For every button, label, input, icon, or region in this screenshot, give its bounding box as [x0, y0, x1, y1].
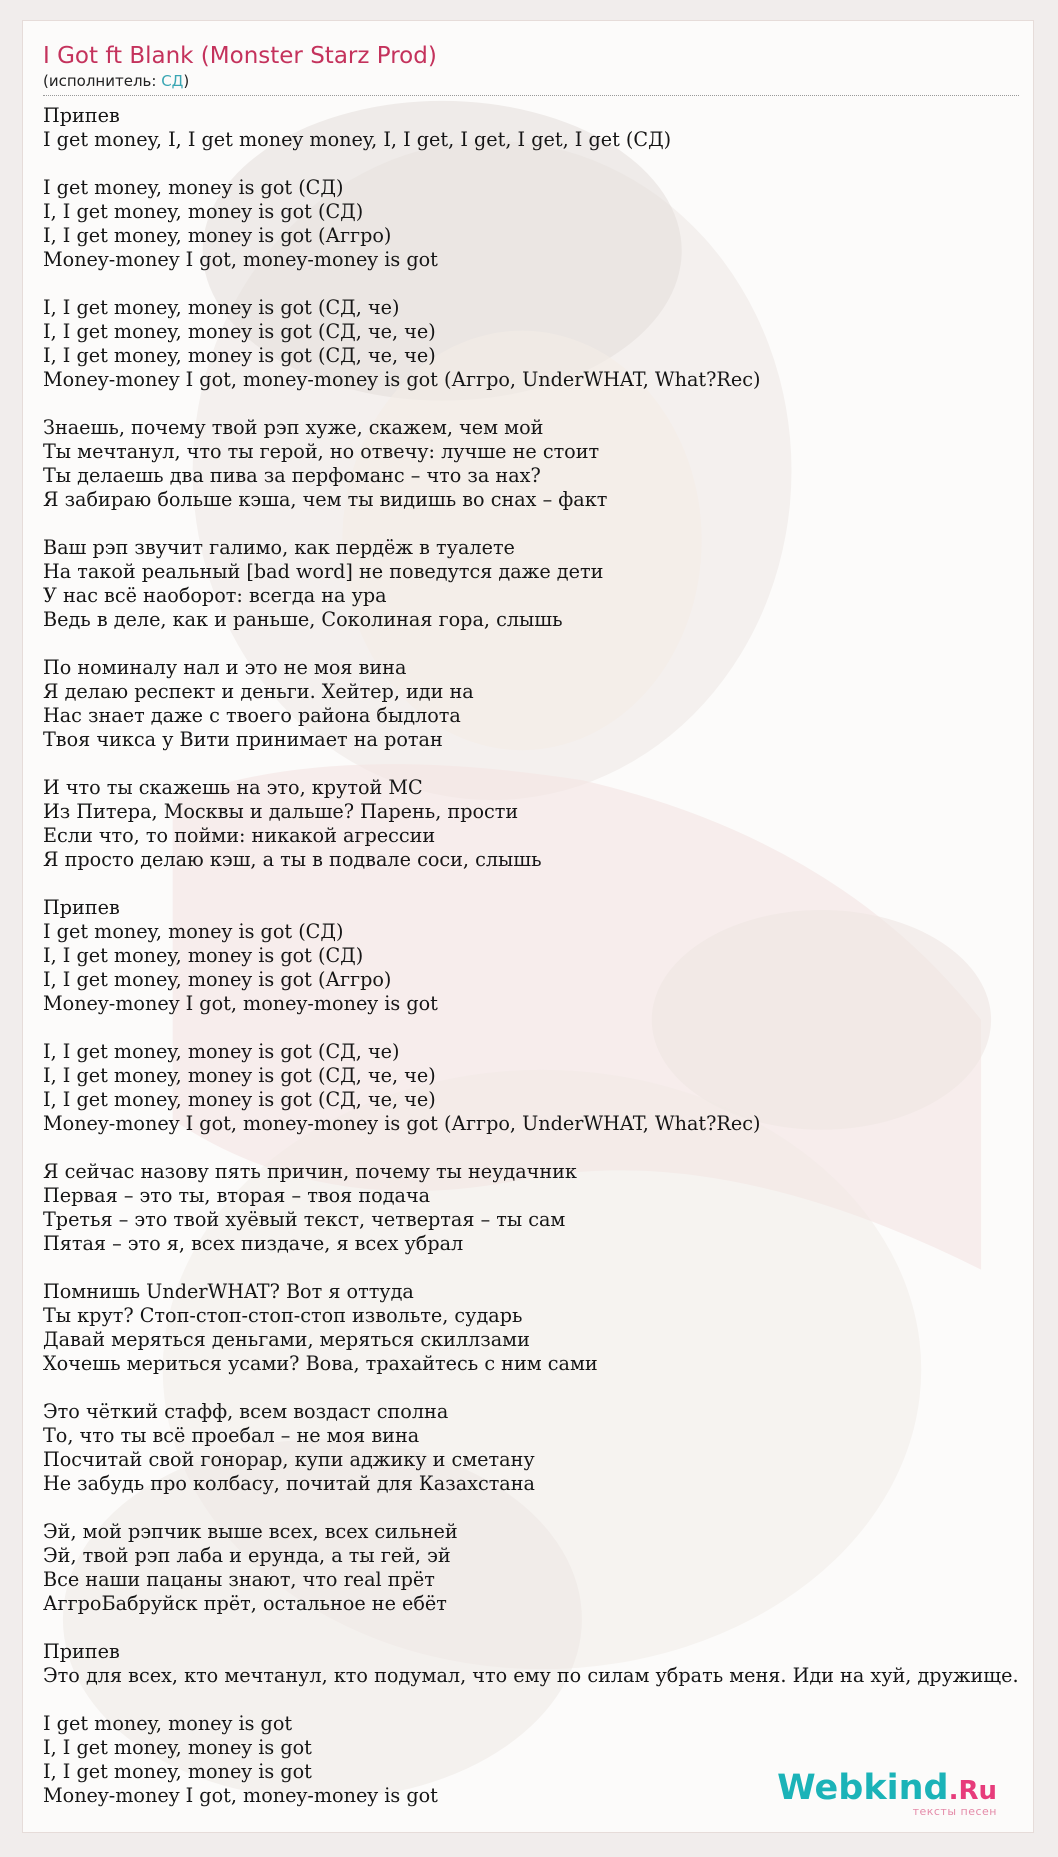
lyric-line: Money-money I got, money-money is got (Аггро, UnderWHAT, What?Rec): [43, 368, 761, 391]
artist-suffix: ): [183, 72, 190, 90]
stanza-gap: [43, 1688, 1033, 1712]
lyric-line: Money-money I got, money-money is got (Аггро, UnderWHAT, What?Rec): [43, 1112, 761, 1135]
lyric-line: Все наши пацаны знают, что real прёт: [43, 1568, 435, 1591]
stanza-gap: [43, 512, 1033, 536]
lyric-line: Не забудь про колбасу, почитай для Казахстана: [43, 1472, 535, 1495]
lyric-line: Пятая – это я, всех пиздаче, я всех убрал: [43, 1232, 464, 1255]
site-logo[interactable]: [777, 1769, 997, 1818]
lyric-line: I, I get money, money is got (СД): [43, 200, 364, 223]
lyric-line: Хочешь мериться усами? Вова, трахайтесь с ним сами: [43, 1352, 598, 1375]
lyric-line: Если что, то пойми: никакой агрессии: [43, 824, 436, 847]
title-divider: [43, 95, 1019, 96]
lyric-line: Нас знает даже с твоего района быдлота: [43, 704, 461, 727]
lyric-line: I, I get money, money is got (СД, че, че): [43, 1064, 436, 1087]
lyric-line: Твоя чикса у Вити принимает на ротан: [43, 728, 443, 751]
lyric-line: Помнишь UnderWHAT? Вот я оттуда: [43, 1280, 414, 1303]
lyric-line: Знаешь, почему твой рэп хуже, скажем, чем мой: [43, 416, 544, 439]
lyric-line: I, I get money, money is got (СД, че): [43, 296, 400, 319]
lyric-line: Третья – это твой хуёвый текст, четвертая – ты сам: [43, 1208, 566, 1231]
lyric-line: То, что ты всё проебал – не моя вина: [43, 1424, 420, 1447]
lyric-line: I, I get money, money is got (Аггро): [43, 224, 392, 247]
lyric-line: Припев: [43, 896, 120, 919]
logo-suffix-text: .Ru: [948, 1776, 997, 1806]
lyric-line: Я просто делаю кэш, а ты в подвале соси, слышь: [43, 848, 542, 871]
stanza-gap: [43, 872, 1033, 896]
lyric-line: I get money, I, I get money money, I, I get, I get, I get, I get (СД): [43, 128, 672, 151]
lyric-line: Я забираю больше кэша, чем ты видишь во снах – факт: [43, 488, 608, 511]
lyric-line: I, I get money, money is got (СД, че, че): [43, 344, 436, 367]
lyric-line: Я сейчас назову пять причин, почему ты неудачник: [43, 1160, 577, 1183]
lyric-line: По номиналу нал и это не моя вина: [43, 656, 407, 679]
lyric-line: Давай меряться деньгами, меряться скиллзами: [43, 1328, 530, 1351]
stanza-gap: [43, 1496, 1033, 1520]
stanza-gap: [43, 1136, 1033, 1160]
stanza-gap: [43, 632, 1033, 656]
stanza-gap: [43, 752, 1033, 776]
page-card: [22, 20, 1034, 1833]
artist-link[interactable]: СД: [161, 72, 184, 90]
lyric-line: I, I get money, money is got (Аггро): [43, 968, 392, 991]
lyric-line: I, I get money, money is got: [43, 1760, 312, 1783]
lyric-line: И что ты скажешь на это, крутой MC: [43, 776, 423, 799]
lyric-line: Припев: [43, 1640, 120, 1663]
lyric-line: Money-money I got, money-money is got: [43, 248, 438, 271]
lyric-line: Припев: [43, 104, 120, 127]
artist-prefix: (исполнитель:: [43, 72, 162, 90]
lyric-line: I, I get money, money is got (СД, че, че): [43, 1088, 436, 1111]
stanza-gap: [43, 392, 1033, 416]
lyric-line: I get money, money is got (СД): [43, 920, 344, 943]
lyric-line: I get money, money is got: [43, 1712, 293, 1735]
stanza-gap: [43, 152, 1033, 176]
song-title: I Got ft Blank (Monster Starz Prod): [43, 43, 437, 69]
lyric-line: Я делаю респект и деньги. Хейтер, иди на: [43, 680, 474, 703]
lyric-line: Ты делаешь два пива за перфоманс – что за нах?: [43, 464, 541, 487]
lyric-line: На такой реальный [bad word] не поведутся даже дети: [43, 560, 604, 583]
stanza-gap: [43, 272, 1033, 296]
lyric-line: Первая – это ты, вторая – твоя подача: [43, 1184, 431, 1207]
stanza-gap: [43, 1016, 1033, 1040]
lyric-line: Money-money I got, money-money is got: [43, 992, 438, 1015]
lyric-line: Ты мечтанул, что ты герой, но отвечу: лучше не стоит: [43, 440, 600, 463]
stanza-gap: [43, 1376, 1033, 1400]
lyrics-body: [43, 104, 1033, 1808]
lyric-line: I, I get money, money is got (СД, че, че): [43, 320, 436, 343]
lyric-line: Это чёткий стафф, всем воздаст сполна: [43, 1400, 449, 1423]
lyric-line: I get money, money is got (СД): [43, 176, 344, 199]
lyric-line: Из Питера, Москвы и дальше? Парень, прости: [43, 800, 519, 823]
stanza-gap: [43, 1256, 1033, 1280]
lyric-line: Ваш рэп звучит галимо, как пердёж в туалете: [43, 536, 515, 559]
logo-tagline: тексты песен: [912, 1805, 997, 1818]
lyric-line: АггроБабруйск прёт, остальное не ебёт: [43, 1592, 447, 1615]
lyric-line: Эй, мой рэпчик выше всех, всех сильней: [43, 1520, 458, 1543]
lyric-line: У нас всё наоборот: всегда на ура: [43, 584, 387, 607]
stanza-gap: [43, 1616, 1033, 1640]
lyric-line: Ты крут? Стоп-стоп-стоп-стоп извольте, сударь: [43, 1304, 523, 1327]
artist-line: [43, 71, 1033, 91]
lyric-line: I, I get money, money is got (СД, че): [43, 1040, 400, 1063]
lyric-line: I, I get money, money is got: [43, 1736, 312, 1759]
lyric-line: I, I get money, money is got (СД): [43, 944, 364, 967]
lyric-line: Ведь в деле, как и раньше, Соколиная гора, слышь: [43, 608, 563, 631]
lyric-line: Эй, твой рэп лаба и ерунда, а ты гей, эй: [43, 1544, 451, 1567]
lyric-line: Это для всех, кто мечтанул, кто подумал, что ему по силам убрать меня. Иди на хуй, дружище.: [43, 1664, 1019, 1687]
logo-main-text: Webkind: [777, 1768, 949, 1808]
lyric-line: Посчитай свой гонорар, купи аджику и сметану: [43, 1448, 535, 1471]
lyric-line: Money-money I got, money-money is got: [43, 1784, 438, 1807]
